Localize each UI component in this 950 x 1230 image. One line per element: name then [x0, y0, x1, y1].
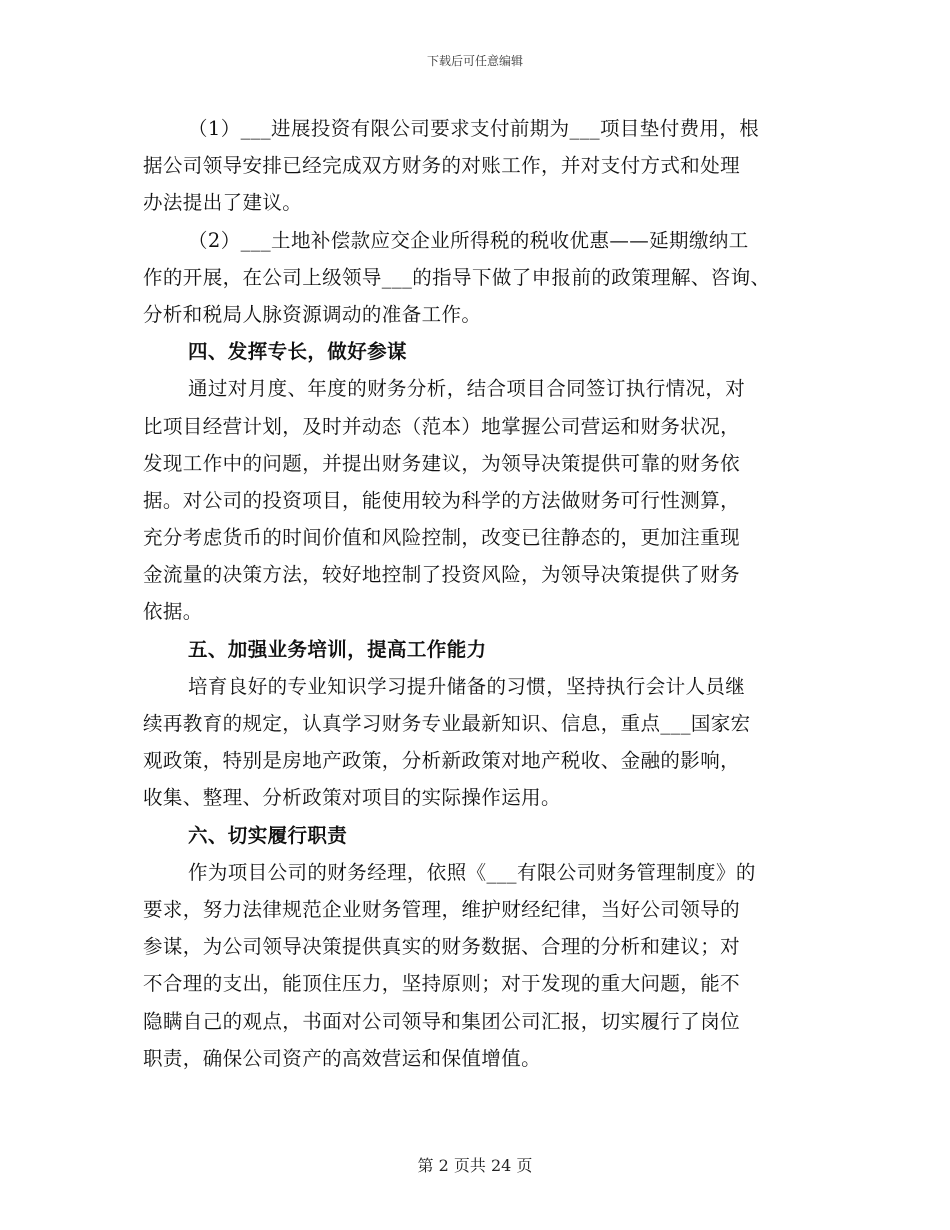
text-line: 据公司领导安排已经完成双方财务的对账工作，并对支付方式和处理: [143, 154, 741, 178]
text-line: 发现工作中的问题，并提出财务建议，为领导决策提供可靠的财务依: [143, 451, 741, 475]
text-line: 作的开展，在公司上级领导___的指导下做了申报前的政策理解、咨询、: [143, 265, 771, 289]
text-line: （1）___进展投资有限公司要求支付前期为___项目垫付费用，根: [188, 117, 760, 140]
text-line: 金流量的决策方法，较好地控制了投资风险，为领导决策提供了财务: [143, 563, 741, 587]
text-line: 收集、整理、分析政策对项目的实际操作运用。: [143, 786, 561, 810]
text-line: 参谋，为公司领导决策提供真实的财务数据、合理的分析和建议；对: [143, 935, 741, 959]
text-line: 隐瞒自己的观点，书面对公司领导和集团公司汇报，切实履行了岗位: [143, 1009, 741, 1033]
text-line: 职责，确保公司资产的高效营运和保值增值。: [143, 1046, 542, 1070]
page-header: 下载后可任意编辑: [426, 54, 523, 68]
text-line: 依据。: [143, 600, 203, 624]
text-line: 分析和税局人脉资源调动的准备工作。: [143, 302, 482, 326]
text-line: 比项目经营计划，及时并动态（范本）地掌握公司营运和财务状况，: [143, 414, 741, 438]
text-line: 据。对公司的投资项目，能使用较为科学的方法做财务可行性测算，: [143, 488, 741, 512]
text-line: 通过对月度、年度的财务分析，结合项目合同签订执行情况，对: [188, 377, 746, 401]
text-line: 续再教育的规定，认真学习财务专业最新知识、信息，重点___国家宏: [143, 712, 751, 735]
text-line: 作为项目公司的财务经理，依照《___有限公司财务管理制度》的: [188, 860, 756, 884]
section-heading: 六、切实履行职责: [188, 823, 348, 847]
text-line: （2）___土地补偿款应交企业所得税的税收优惠——延期缴纳工: [188, 228, 749, 252]
document-body: [143, 110, 823, 1077]
page-number: 第 2 页共 24 页: [417, 1156, 533, 1175]
section-heading: 五、加强业务培训，提高工作能力: [188, 637, 487, 661]
text-line: 观政策，特别是房地产政策，分析新政策对地产税收、金融的影响，: [143, 749, 741, 773]
text-line: 办法提出了建议。: [143, 191, 303, 215]
text-line: 要求，努力法律规范企业财务管理，维护财经纪律，当好公司领导的: [143, 897, 741, 921]
text-line: 培育良好的专业知识学习提升储备的习惯，坚持执行会计人员继: [188, 674, 746, 698]
text-line: 充分考虑货币的时间价值和风险控制，改变已往静态的，更加注重现: [143, 526, 741, 550]
text-line: 不合理的支出，能顶住压力，坚持原则；对于发现的重大问题，能不: [143, 972, 741, 996]
section-heading: 四、发挥专长，做好参谋: [188, 340, 407, 364]
